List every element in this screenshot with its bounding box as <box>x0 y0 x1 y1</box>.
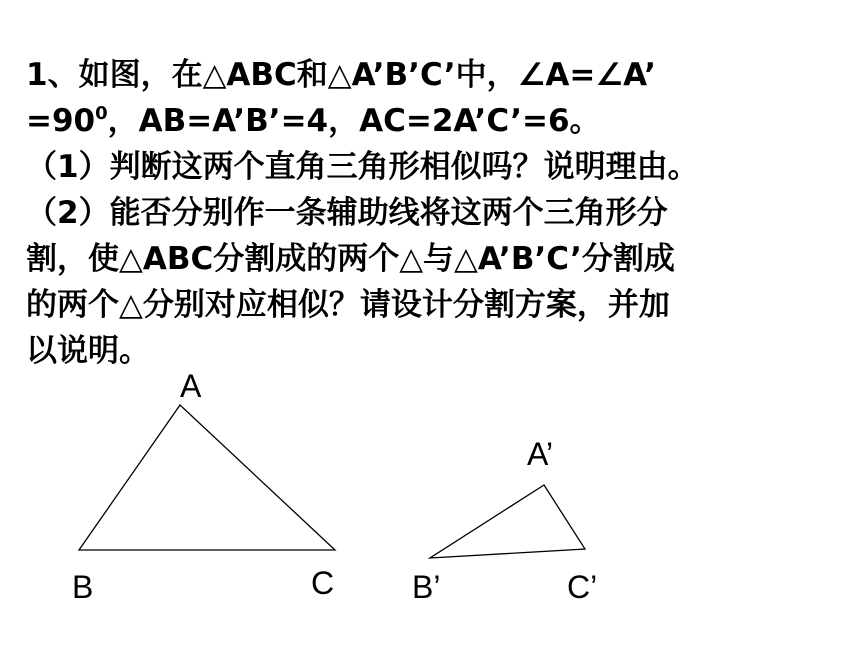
vertex-label-c-prime: C’ <box>567 569 598 605</box>
vertex-label-b-prime: B’ <box>412 569 441 605</box>
question-2-line-2: 割，使△ABC分割成的两个△与△A’B’C’分割成 <box>26 241 675 277</box>
problem-line-1: 1、如图，在△ABC和△A’B’C’中，∠A=∠A’ <box>26 57 657 93</box>
triangle-abc <box>79 405 335 550</box>
vertex-label-b: B <box>72 569 94 605</box>
problem-text <box>26 52 846 374</box>
problem-line-2 <box>26 98 846 144</box>
vertex-label-c: C <box>311 565 335 601</box>
vertex-label-a: A <box>180 368 202 404</box>
degree-superscript: 0 <box>95 103 108 124</box>
question-2-line-4: 以说明。 <box>26 333 150 369</box>
side-lengths: ，AB=A’B’=4，AC=2A’C’=6。 <box>107 103 601 139</box>
vertex-label-a-prime: A’ <box>527 436 554 472</box>
question-1: （1）判断这两个直角三角形相似吗？说明理由。 <box>26 149 699 185</box>
triangle-a-prime-b-prime-c-prime <box>430 485 585 558</box>
right-angle-value: =90 <box>26 103 96 139</box>
question-2-line-3: 的两个△分别对应相似？请设计分割方案，并加 <box>26 287 670 323</box>
question-2-line-1: （2）能否分别作一条辅助线将这两个三角形分 <box>26 195 668 231</box>
